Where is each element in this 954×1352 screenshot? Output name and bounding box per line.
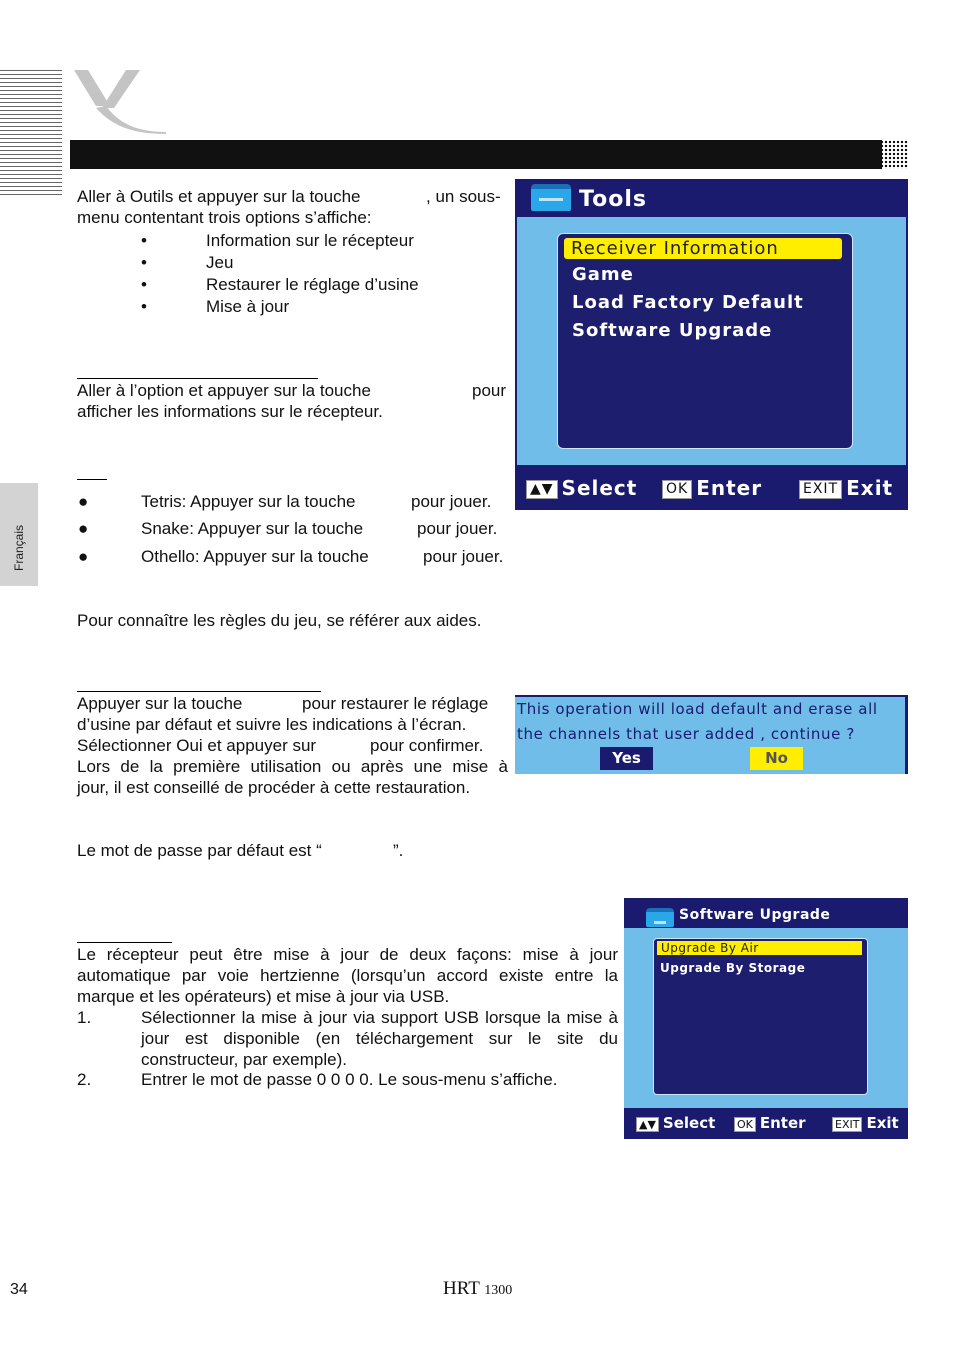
- tools-menu-screenshot: [515, 179, 908, 510]
- footer-enter-label: Enter: [696, 476, 763, 500]
- game-item-tetris: Tetris: Appuyer sur la touche: [141, 492, 356, 511]
- yes-button[interactable]: Yes: [600, 747, 653, 770]
- upgrade-heading-underline: [77, 942, 172, 943]
- upgrade-body: [624, 928, 908, 1108]
- model-name: [443, 1278, 512, 1301]
- receiver-info-line-1a: Aller à l’option et appuyer sur la touche: [77, 381, 371, 400]
- upgrade-step-1-number: 1.: [77, 1008, 92, 1027]
- section-header-bar: [70, 140, 882, 169]
- page-number: 34: [10, 1281, 28, 1298]
- ok-key-icon: OK: [734, 1117, 756, 1132]
- software-upgrade-screenshot: [624, 898, 908, 1139]
- no-button[interactable]: No: [750, 747, 803, 770]
- up-down-arrow-icon: ▲▼: [636, 1117, 659, 1132]
- list-item: Restaurer le réglage d’usine: [206, 275, 419, 294]
- footer-exit-label: Exit: [866, 1114, 899, 1132]
- menu-item-game[interactable]: Game: [572, 264, 634, 285]
- upgrade-step-2-number: 2.: [77, 1070, 92, 1089]
- receiver-info-heading-underline: [77, 378, 318, 379]
- intro-line-1a: Aller à Outils et appuyer sur la touche: [77, 187, 361, 206]
- intro-line-1b: , un sous-: [426, 187, 501, 206]
- footer-select: [636, 1114, 715, 1132]
- footer-select-label: Select: [561, 476, 638, 500]
- tools-body: [517, 217, 906, 465]
- footer-exit-label: Exit: [846, 476, 894, 500]
- menu-item-software-upgrade[interactable]: Software Upgrade: [572, 320, 773, 341]
- game-item-tetris-end: pour jouer.: [411, 492, 492, 511]
- exit-key-icon: EXIT: [799, 480, 842, 499]
- menu-item-upgrade-by-storage[interactable]: Upgrade By Storage: [660, 961, 806, 975]
- list-item: Jeu: [206, 253, 234, 272]
- footer-exit: [832, 1114, 899, 1132]
- upgrade-title: Software Upgrade: [679, 907, 831, 923]
- game-rules-text: Pour connaître les règles du jeu, se référer aux aides.: [77, 611, 482, 630]
- footer-select: [526, 476, 637, 500]
- bullet-marker: •: [141, 275, 147, 294]
- header-dot-pattern: [868, 140, 908, 169]
- bullet-marker: •: [141, 231, 147, 250]
- brand-x-logo: [66, 68, 170, 136]
- game-item-othello: Othello: Appuyer sur la touche: [141, 547, 369, 566]
- exit-key-icon: EXIT: [832, 1117, 862, 1132]
- factory-line-1a: Appuyer sur la touche: [77, 694, 243, 713]
- receiver-info-line-2: afficher les informations sur le récepteur.: [77, 402, 383, 421]
- intro-line-2: menu contentant trois options s’affiche:: [77, 208, 372, 227]
- list-item: Information sur le récepteur: [206, 231, 414, 250]
- factory-line-5: jour, il est conseillé de procéder à cette restauration.: [77, 778, 471, 797]
- list-item: Mise à jour: [206, 297, 290, 316]
- upgrade-menu-list: [653, 938, 868, 1095]
- game-item-snake: Snake: Appuyer sur la touche: [141, 519, 364, 538]
- password-text-a: Le mot de passe par défaut est “: [77, 841, 322, 860]
- menu-item-load-factory-default[interactable]: Load Factory Default: [572, 292, 804, 313]
- factory-line-4: Lors de la première utilisation ou après une mise à: [77, 757, 508, 776]
- tools-menu-list: [557, 233, 853, 449]
- footer-select-label: Select: [662, 1114, 716, 1132]
- toolbox-icon: [646, 908, 674, 927]
- factory-line-1b: pour restaurer le réglage: [302, 694, 489, 713]
- toolbox-icon: [531, 184, 571, 211]
- menu-item-receiver-information[interactable]: Receiver Information: [564, 238, 842, 259]
- bullet-marker: •: [141, 253, 147, 272]
- footer-enter-label: Enter: [759, 1114, 806, 1132]
- menu-item-upgrade-by-air[interactable]: Upgrade By Air: [657, 941, 862, 955]
- factory-heading-underline: [77, 691, 321, 692]
- left-stripe-decoration: [0, 70, 62, 196]
- model-name-number: 1300: [484, 1283, 513, 1298]
- up-down-arrow-icon: ▲▼: [526, 480, 558, 499]
- upgrade-step-2: Entrer le mot de passe 0 0 0 0. Le sous-menu s’affiche.: [141, 1070, 558, 1089]
- factory-line-2: d’usine par défaut et suivre les indications à l’écran.: [77, 715, 467, 734]
- password-text-b: ”.: [393, 841, 404, 860]
- games-heading-underline: [77, 479, 107, 480]
- footer-enter: [662, 476, 762, 500]
- tools-title: Tools: [579, 187, 647, 212]
- language-label: Français: [12, 524, 26, 571]
- bullet-marker: •: [141, 297, 147, 316]
- language-side-tab: [0, 483, 38, 586]
- factory-line-3b: pour confirmer.: [370, 736, 484, 755]
- game-item-othello-end: pour jouer.: [423, 547, 504, 566]
- dialog-message-line-2: the channels that user added , continue ?: [517, 725, 855, 743]
- upgrade-step-1: Sélectionner la mise à jour via support USB lorsque la mise à jour est disponible (en téléchargement sur le site du constructeur, par exemple).: [141, 1008, 618, 1069]
- receiver-info-line-1b: pour: [472, 381, 507, 400]
- upgrade-paragraph: Le récepteur peut être mise à jour de deux façons: mise à jour automatique par voie hertzienne (lorsqu’un accord existe entre la marque et les opérateurs) et mise à jour via USB.: [77, 945, 618, 1006]
- dialog-message-line-1: This operation will load default and erase all: [517, 700, 878, 718]
- model-name-brand: HRT: [443, 1278, 480, 1299]
- footer-exit: [799, 476, 893, 500]
- bullet-marker: ●: [78, 547, 89, 566]
- footer-enter: [734, 1114, 806, 1132]
- ok-key-icon: OK: [662, 480, 692, 499]
- bullet-marker: ●: [78, 519, 89, 538]
- bullet-marker: ●: [78, 492, 89, 511]
- factory-default-dialog: [515, 695, 908, 774]
- factory-line-3a: Sélectionner Oui et appuyer sur: [77, 736, 317, 755]
- game-item-snake-end: pour jouer.: [417, 519, 498, 538]
